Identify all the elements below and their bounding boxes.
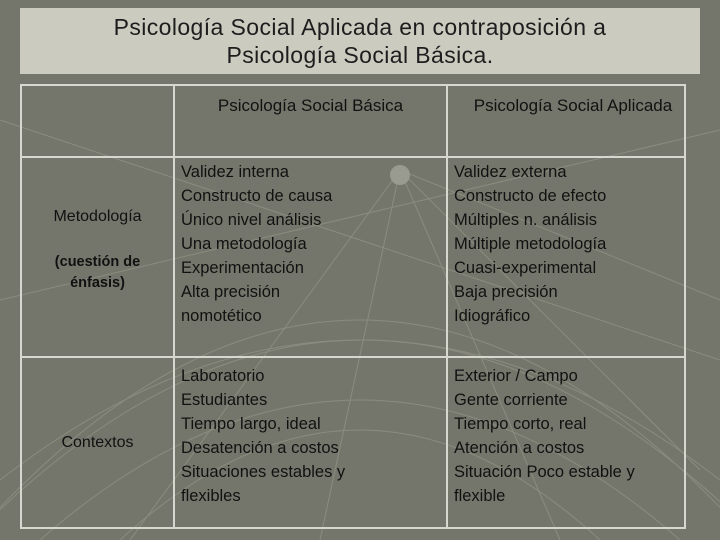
list-item: nomotético [181,307,262,325]
row-header-metodologia [22,158,173,356]
list-item: Laboratorio [181,367,265,385]
cell-basica-metodologia [175,160,446,328]
list-item: Validez externa [454,163,567,181]
list-item: Idiográfico [454,307,531,325]
list-item: Validez interna [181,163,289,181]
list-item: Único nivel análisis [181,211,322,229]
list-item: Constructo de causa [181,187,333,205]
list-item: Constructo de efecto [454,187,607,205]
list-item: Exterior / Campo [454,367,578,385]
list-item: Desatención a costos [181,439,339,457]
comparison-table [20,84,706,529]
cell-basica-contextos [175,364,446,508]
list-item: flexibles [181,487,241,505]
list-item: Tiempo corto, real [454,415,587,433]
row-header-contextos [22,358,173,527]
list-item: Situaciones estables y [181,463,346,481]
table-border-right [684,84,686,529]
list-item: Múltiples n. análisis [454,211,598,229]
slide-title-line2: Psicología Social Básica. [226,42,494,68]
column-header-basica: Psicología Social Básica [217,96,404,115]
list-item: Cuasi-experimental [454,259,597,277]
list-item: Atención a costos [454,439,585,457]
slide-title-line1: Psicología Social Aplicada en contraposición a [113,14,607,40]
list-item: Una metodología [181,235,307,253]
list-item: Múltiple metodología [454,235,607,253]
row-sublabel: (cuestión de énfasis) [54,254,141,291]
list-item: flexible [454,487,506,505]
row-label: Contextos [61,433,134,451]
list-item: Baja precisión [454,283,558,301]
list-item: Situación Poco estable y [454,463,635,481]
list-item: Estudiantes [181,391,268,409]
table-border-bottom [20,527,686,529]
column-header-aplicada: Psicología Social Aplicada [473,96,673,115]
list-item: Tiempo largo, ideal [181,415,321,433]
table-border-top [20,84,686,86]
cell-aplicada-metodologia [448,160,684,328]
cell-aplicada-contextos [448,364,684,508]
list-item: Gente corriente [454,391,568,409]
list-item: Alta precisión [181,283,281,301]
row-label: Metodología [53,208,142,225]
slide-title [20,8,700,74]
list-item: Experimentación [181,259,304,277]
